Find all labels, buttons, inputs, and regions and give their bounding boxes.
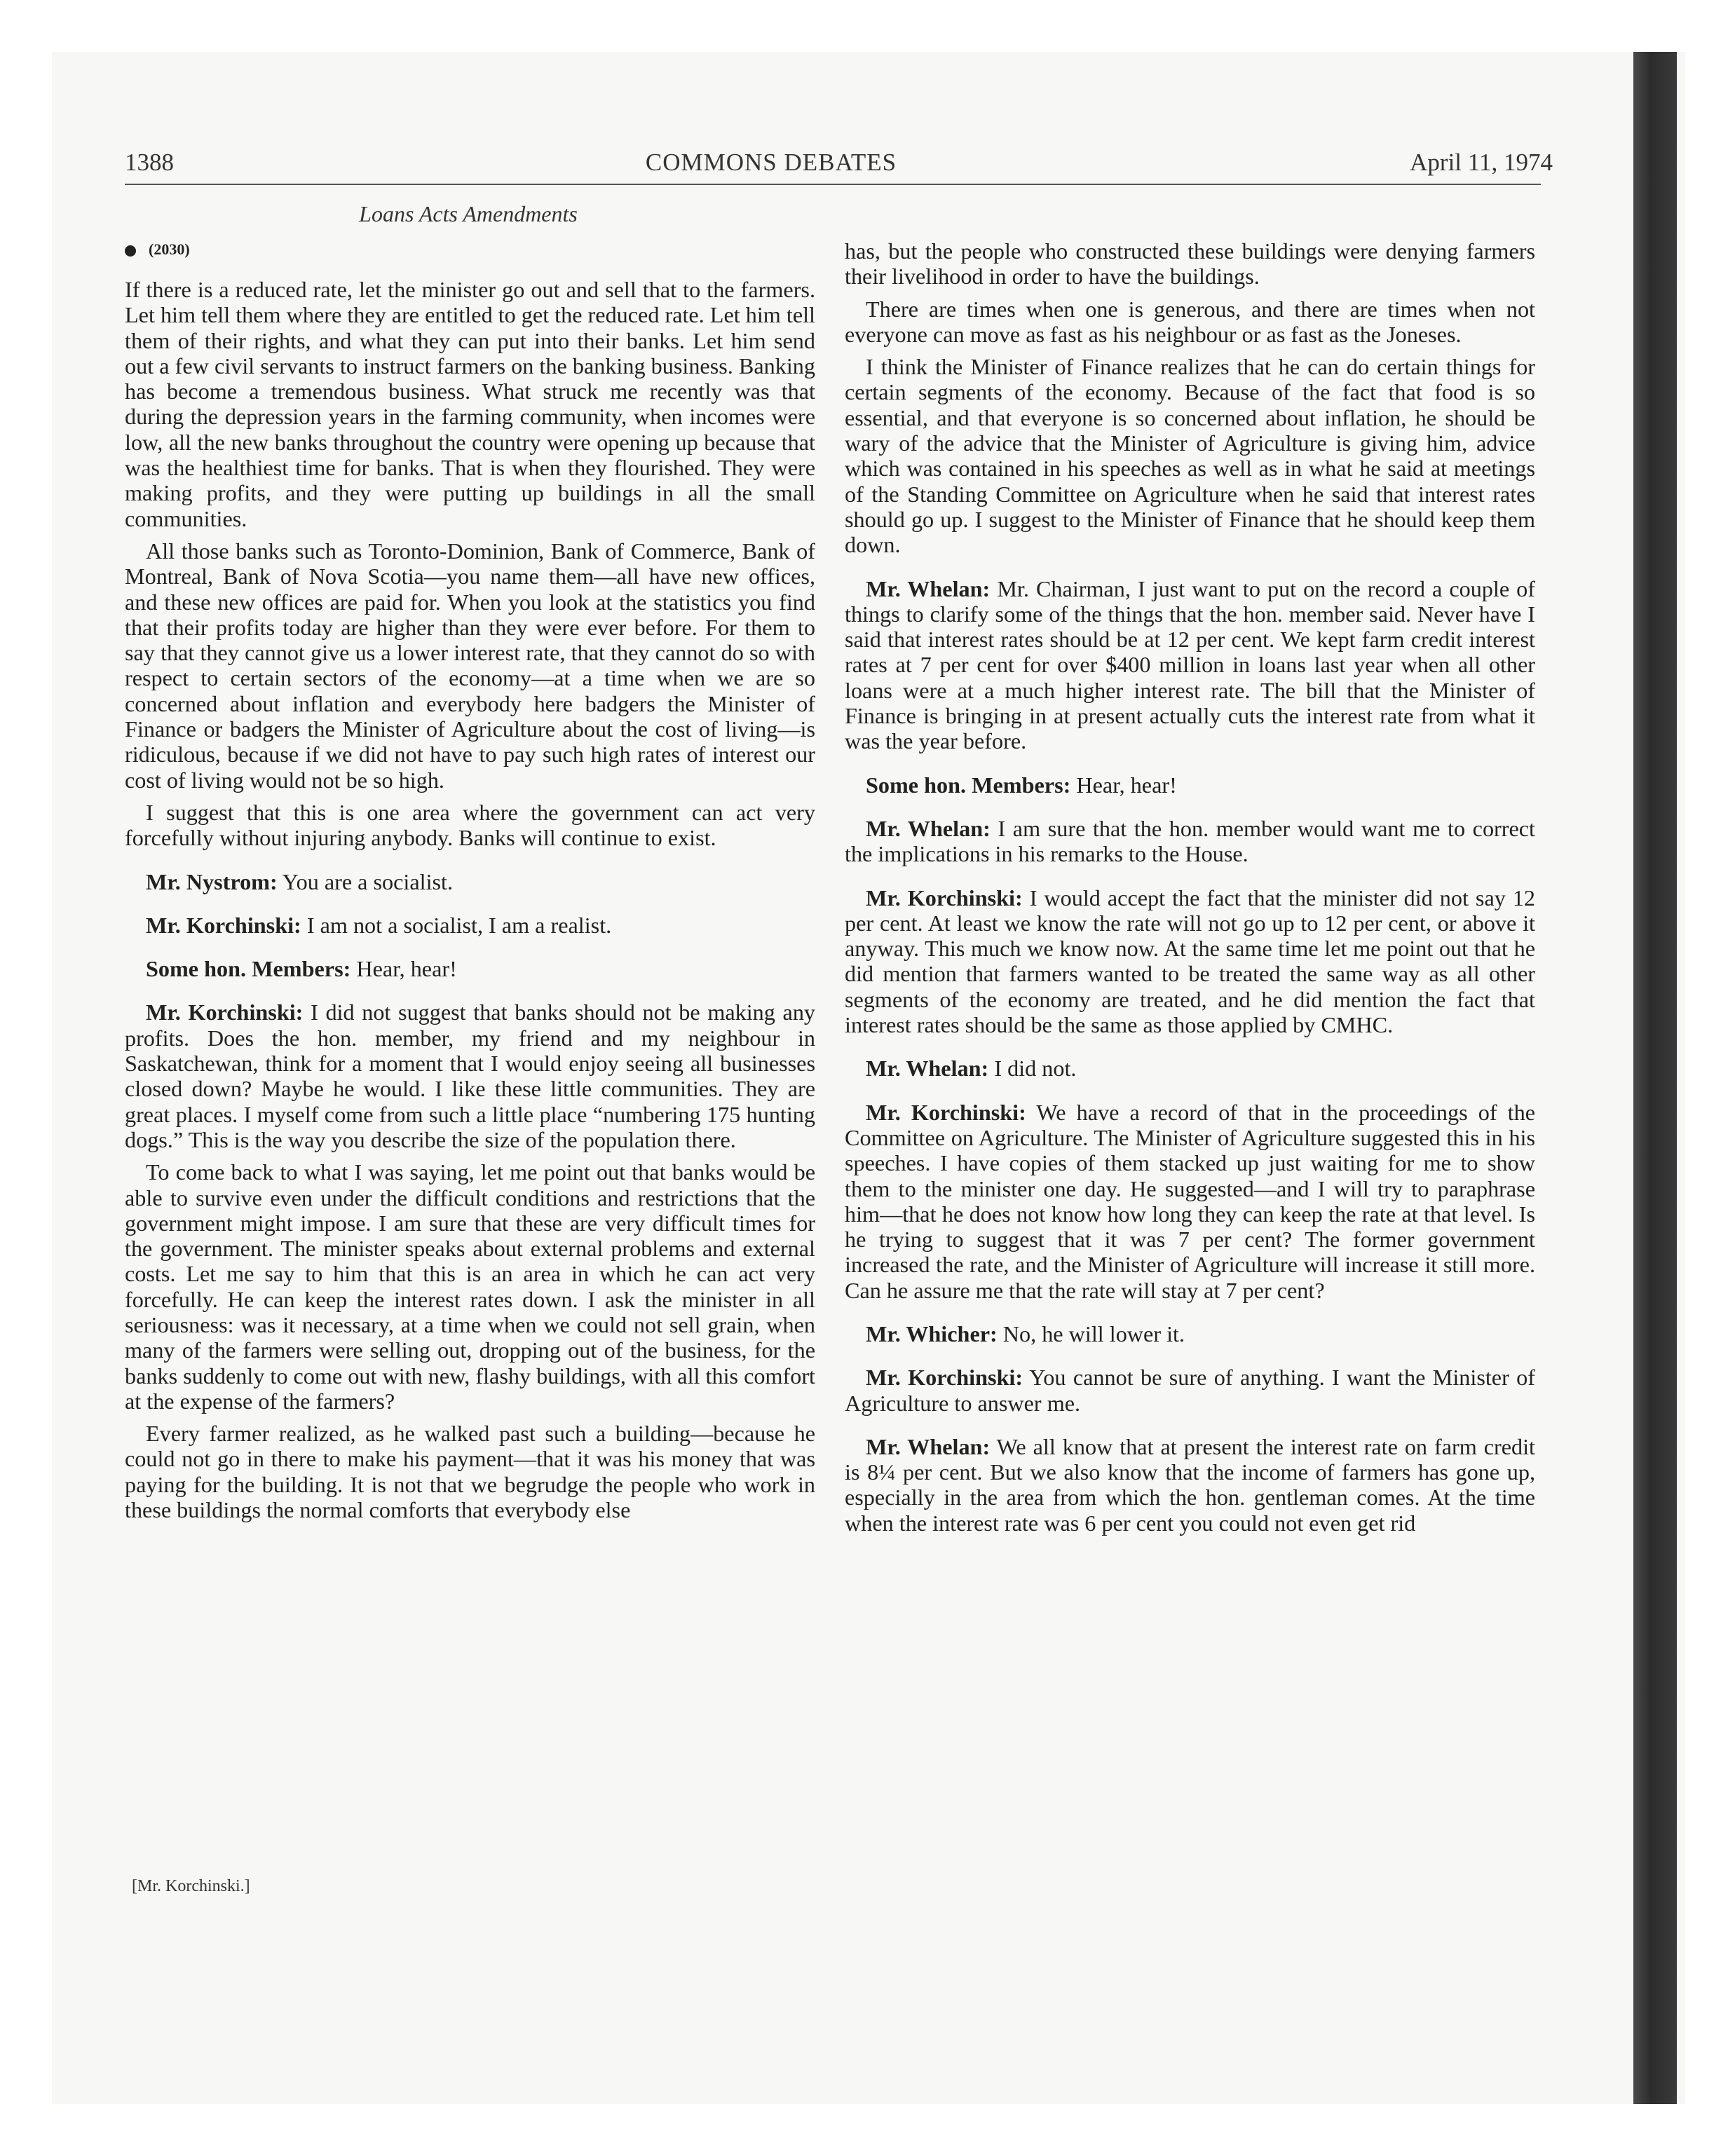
paragraph [845,1365,1535,1416]
binding-edge [1633,52,1677,2104]
paragraph-text: has, but the people who constructed these buildings were denying farmers their livelihood in order to have the buildings. [845,238,1535,289]
paragraph-text: We all know that at present the interest rate on farm credit is 8¼ per cent. But we also know that the income of farmers has gone up, especially in the area from which the hon. gentleman comes. At the time when the interest rate was 6 per cent you could not even get rid [845,1433,1535,1536]
paragraph-text: I would accept the fact that the minister did not say 12 per cent. At least we know the rate will not go up to 12 per cent, or above it anyway. This much we know now. At the same time let me point out that he did mention that farmers wanted to be treated the same way as all other segments of the economy are treated, and he did mention the fact that interest rates should be the same as those applied by CMHC. [845,885,1536,1038]
paragraph-text: We have a record of that in the proceedings of the Committee on Agriculture. The Minister of Agriculture suggested this in his speeches. I have copies of them stacked up just waiting for me to show them to the minister one day. He suggested—and I will try to paraphrase him—that he does not know how long they can keep the rate at that level. Is he trying to suggest that it was 7 per cent? The former government increased the rate, and the Minister of Agriculture will increase it still more. Can he assure me that the rate will stay at 7 per cent? [845,1099,1536,1303]
paragraph [125,869,815,894]
speaker-name: Mr. Whelan: [866,815,991,841]
header-rule [125,184,1541,185]
speaker-name: Mr. Korchinski: [866,885,1023,910]
paragraph [125,956,815,981]
paragraph-text: I am sure that the hon. member would want me to correct the implications in his remarks to the House. [845,815,1535,867]
paragraph-text: I did not. [994,1056,1077,1082]
paragraph [125,1421,815,1522]
speaker-name: Some hon. Members: [866,772,1071,798]
paragraph [845,885,1535,1038]
speaker-name: Mr. Korchinski: [866,1099,1026,1125]
speaker-name: Mr. Nystrom: [146,868,278,894]
bullet-icon [125,245,136,257]
speaker-name: Mr. Whelan: [866,575,991,601]
paragraph [125,999,815,1152]
paragraph [845,772,1535,798]
paragraph [845,816,1535,867]
paragraph-text: You cannot be sure of anything. I want the Minister of Agriculture to answer me. [845,1365,1535,1416]
paragraph-text: If there is a reduced rate, let the minister go out and sell that to the farmers. Let him tell them where they are entitled to get the reduced rate. Let him tell them of their rights, and what they can put into their banks. Let him send out a few civil servants to instruct farmers on the banking business. Banking has become a tremendous business. What struck me recently was that during the depression years in the farming community, when incomes were low, all the new banks throughout the country were opening up because that was the healthiest time for banks. That is when they flourished. They were making profits, and they were putting up buildings in all the small communities. [125,277,815,531]
paragraph-text: Hear, hear! [356,956,457,982]
paragraph-text: I think the Minister of Finance realizes that he can do certain things for certain segments of the economy. Because of the fact that food is so essential, and that everyone is so concerned about inflation, he should be wary of the advice that the Minister of Agriculture is giving him, advice which was contained in his speeches as well as in what he said at meetings of the Standing Committee on Agriculture when he said that interest rates should go up. I suggest to the Minister of Finance that he should keep them down. [845,354,1535,558]
right-column [845,238,1535,1543]
issue-date: April 11, 1974 [1410,149,1553,176]
paragraph [845,576,1535,754]
paragraph-text: Every farmer realized, as he walked past such a building—because he could not go in there to make his payment—that it was his money that was paying for the building. It is not that we begrudge the people who work in these buildings the normal comforts that everybody else [125,1421,815,1523]
speaker-name: Mr. Whicher: [866,1321,998,1346]
paragraph [845,296,1535,348]
paragraph [125,800,815,851]
time-marker-label: (2030) [149,240,190,258]
running-title: Loans Acts Amendments [359,201,578,226]
paragraph-text: There are times when one is generous, and there are times when not everyone can move as fast as his neighbour or as fast as the Joneses. [845,296,1535,347]
paragraph [845,238,1535,289]
paragraph-text: I am not a socialist, I am a realist. [306,912,612,938]
left-column [125,277,815,1529]
speaker-name: Mr. Korchinski: [146,999,304,1025]
paragraph-text: I suggest that this is one area where the government can act very forcefully without injuring anybody. Banks will continue to exist. [125,799,815,851]
paragraph-text: All those banks such as Toronto-Dominion, Bank of Commerce, Bank of Montreal, Bank of Nova Scotia—you name them—all have new offices, and these new offices are paid for. When you look at the statistics you find that their profits today are higher than they were ever before. For them to say that they cannot give us a lower interest rate, that they cannot do so with respect to certain sectors of the economy—at a time when we are so concerned about inflation and everybody here badgers the Minister of Finance or badgers the Minister of Agriculture about the cost of living—is ridiculous, because if we did not have to pay such high rates of interest our cost of living would not be so high. [125,538,815,793]
paragraph-text: Mr. Chairman, I just want to put on the record a couple of things to clarify some of the things that the hon. member said. Never have I said that interest rates should be at 12 per cent. We kept farm credit interest rates at 7 per cent for over $400 million in loans last year when all other loans were at a much higher interest rate. The bill that the Minister of Finance is bringing in at present actually cuts the interest rate from what it was the year before. [845,575,1535,754]
paragraph-text: You are a socialist. [282,868,454,894]
paragraph [845,1434,1535,1536]
speaker-name: Mr. Whelan: [866,1056,989,1082]
paragraph [845,1056,1535,1081]
time-marker [125,240,190,259]
paragraph [125,1159,815,1414]
journal-title: COMMONS DEBATES [645,149,897,176]
speaker-name: Mr. Korchinski: [146,912,301,938]
paragraph [845,354,1535,557]
paragraph-text: Hear, hear! [1076,772,1177,798]
paragraph-text: To come back to what I was saying, let me point out that banks would be able to survive even under the difficult conditions and restrictions that the government might impose. I am sure that these are very difficult times for the government. The minister speaks about external problems and external costs. Let me say to him that this is an area in which he can act very forcefully. He can keep the interest rates down. I ask the minister in all seriousness: was it necessary, at a time when we could not sell grain, when many of the farmers were selling out, dropping out of the business, for the banks suddenly to come out with new, flashy buildings, with all this comfort at the expense of the farmers? [125,1159,815,1414]
speaker-name: Mr. Whelan: [866,1433,991,1459]
paragraph [125,913,815,938]
page-number: 1388 [125,149,174,176]
paragraph [845,1100,1535,1303]
speaker-name: Some hon. Members: [146,956,351,982]
paragraph [125,277,815,531]
paragraph [845,1321,1535,1346]
paragraph-text: No, he will lower it. [1002,1321,1185,1346]
footer-attribution: [Mr. Korchinski.] [132,1877,250,1895]
paragraph-text: I did not suggest that banks should not be making any profits. Does the hon. member, my friend and my neighbour in Saskatchewan, think for a moment that I would enjoy seeing all businesses closed down? Maybe he would. I like these little communities. They are great places. I myself come from such a little place “numbering 175 hunting dogs.” This is the way you describe the size of the population there. [125,999,816,1152]
paragraph [125,538,815,793]
speaker-name: Mr. Korchinski: [866,1365,1023,1391]
